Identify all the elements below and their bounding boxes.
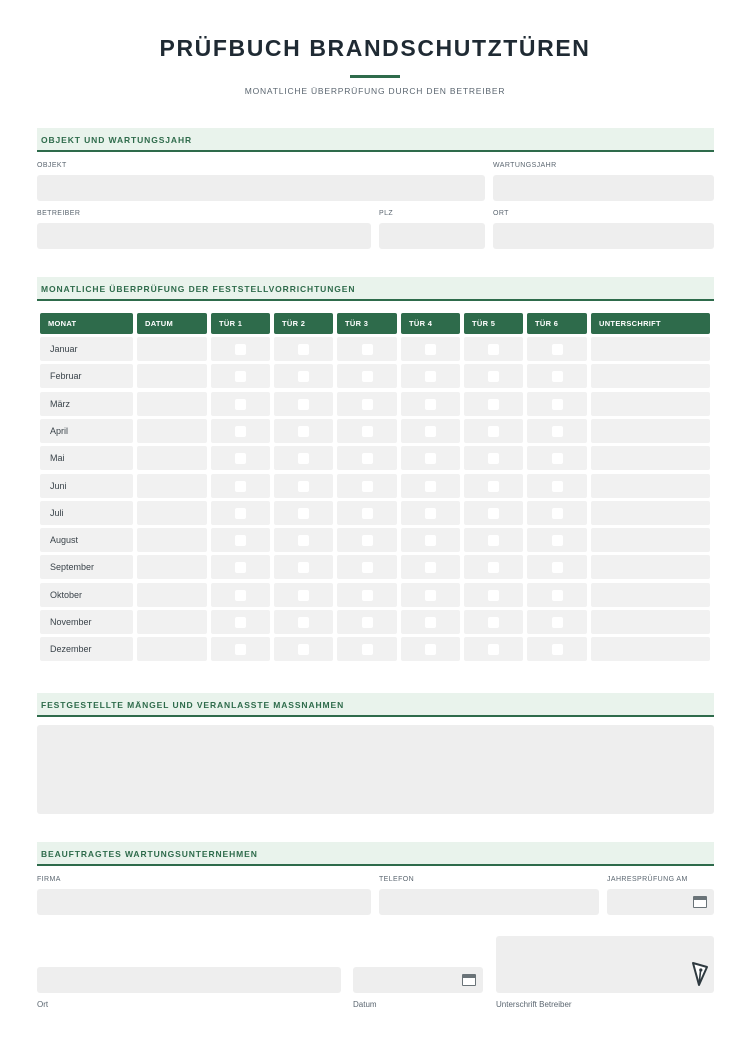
door-check-cell <box>401 501 460 525</box>
door-check-cell <box>527 501 587 525</box>
door-check-cell <box>211 392 270 416</box>
door-check-cell <box>464 583 523 607</box>
door-checkbox[interactable] <box>488 371 499 382</box>
ort-label: ORT <box>493 210 509 217</box>
door-checkbox[interactable] <box>488 344 499 355</box>
door-check-cell <box>211 555 270 579</box>
door-checkbox[interactable] <box>362 481 373 492</box>
door-check-cell <box>527 446 587 470</box>
door-check-cell <box>464 392 523 416</box>
unterschrift-cell-input[interactable] <box>591 637 710 661</box>
plz-label: PLZ <box>379 210 394 217</box>
door-check-cell <box>274 501 333 525</box>
door-checkbox[interactable] <box>552 590 563 601</box>
door-check-cell <box>527 610 587 634</box>
page-title: PRÜFBUCH BRANDSCHUTZTÜREN <box>159 35 591 61</box>
objekt-label: OBJEKT <box>37 162 67 169</box>
door-check-cell <box>274 419 333 443</box>
section-header-monthly <box>37 277 714 301</box>
door-checkbox[interactable] <box>488 399 499 410</box>
door-check-cell <box>527 637 587 661</box>
door-check-cell <box>211 528 270 552</box>
door-checkbox[interactable] <box>362 590 373 601</box>
month-label: Oktober <box>40 583 133 607</box>
page-subtitle: MONATLICHE ÜBERPRÜFUNG DURCH DEN BETREIBER <box>244 86 506 96</box>
door-checkbox[interactable] <box>425 399 436 410</box>
door-checkbox[interactable] <box>235 371 246 382</box>
door-check-cell <box>211 364 270 388</box>
firma-field[interactable] <box>37 889 371 915</box>
jahrespruefung-date-field[interactable] <box>607 889 714 915</box>
door-check-cell <box>337 337 397 361</box>
door-checkbox[interactable] <box>425 590 436 601</box>
door-checkbox[interactable] <box>425 562 436 573</box>
door-checkbox[interactable] <box>362 617 373 628</box>
pen-nib-icon <box>691 961 709 987</box>
month-label: Mai <box>40 446 133 470</box>
door-check-cell <box>401 610 460 634</box>
door-check-cell <box>211 446 270 470</box>
door-checkbox[interactable] <box>425 371 436 382</box>
door-check-cell <box>527 364 587 388</box>
door-check-cell <box>464 610 523 634</box>
unterschrift-cell-input[interactable] <box>591 337 710 361</box>
door-check-cell <box>211 474 270 498</box>
door-checkbox[interactable] <box>235 399 246 410</box>
datum-cell-input[interactable] <box>137 392 207 416</box>
unterschrift-cell-input[interactable] <box>591 392 710 416</box>
column-header-tuer-2: TÜR 2 <box>274 313 333 334</box>
datum-cell-input[interactable] <box>137 474 207 498</box>
door-check-cell <box>211 419 270 443</box>
door-checkbox[interactable] <box>298 344 309 355</box>
door-checkbox[interactable] <box>425 617 436 628</box>
column-header-datum: DATUM <box>137 313 207 334</box>
door-checkbox[interactable] <box>362 453 373 464</box>
door-checkbox[interactable] <box>552 562 563 573</box>
door-check-cell <box>401 364 460 388</box>
door-checkbox[interactable] <box>362 535 373 546</box>
datum-cell-input[interactable] <box>137 528 207 552</box>
door-checkbox[interactable] <box>298 426 309 437</box>
door-check-cell <box>337 528 397 552</box>
month-label: Juni <box>40 474 133 498</box>
door-checkbox[interactable] <box>298 590 309 601</box>
door-check-cell <box>211 610 270 634</box>
door-checkbox[interactable] <box>552 481 563 492</box>
betreiber-label: BETREIBER <box>37 210 81 217</box>
door-check-cell <box>401 474 460 498</box>
unterschrift-cell-input[interactable] <box>591 501 710 525</box>
door-checkbox[interactable] <box>235 344 246 355</box>
unterschrift-cell-input[interactable] <box>591 583 710 607</box>
month-label: Dezember <box>40 637 133 661</box>
unterschrift-cell-input[interactable] <box>591 419 710 443</box>
door-check-cell <box>527 474 587 498</box>
door-checkbox[interactable] <box>235 426 246 437</box>
column-header-tuer-4: TÜR 4 <box>401 313 460 334</box>
door-checkbox[interactable] <box>425 644 436 655</box>
datum-cell-input[interactable] <box>137 637 207 661</box>
plz-field[interactable] <box>379 223 485 249</box>
section-heading-company: BEAUFTRAGTES WARTUNGSUNTERNEHMEN <box>41 849 258 859</box>
door-checkbox[interactable] <box>362 344 373 355</box>
defects-textarea[interactable] <box>37 725 714 814</box>
door-checkbox[interactable] <box>298 371 309 382</box>
unterschrift-cell-input[interactable] <box>591 474 710 498</box>
door-check-cell <box>337 637 397 661</box>
door-checkbox[interactable] <box>362 644 373 655</box>
door-checkbox[interactable] <box>235 644 246 655</box>
door-checkbox[interactable] <box>552 535 563 546</box>
door-checkbox[interactable] <box>425 508 436 519</box>
door-check-cell <box>337 446 397 470</box>
month-label: Februar <box>40 364 133 388</box>
door-checkbox[interactable] <box>235 535 246 546</box>
datum-cell-input[interactable] <box>137 610 207 634</box>
door-checkbox[interactable] <box>488 508 499 519</box>
door-check-cell <box>527 555 587 579</box>
door-check-cell <box>527 392 587 416</box>
door-checkbox[interactable] <box>298 644 309 655</box>
door-checkbox[interactable] <box>425 535 436 546</box>
month-label: März <box>40 392 133 416</box>
door-checkbox[interactable] <box>552 371 563 382</box>
door-check-cell <box>274 446 333 470</box>
door-check-cell <box>211 637 270 661</box>
column-header-tuer-5: TÜR 5 <box>464 313 523 334</box>
door-checkbox[interactable] <box>298 562 309 573</box>
section-heading-monthly: MONATLICHE ÜBERPRÜFUNG DER FESTSTELLVORRICHTUNGEN <box>41 284 356 294</box>
door-checkbox[interactable] <box>425 453 436 464</box>
door-checkbox[interactable] <box>488 617 499 628</box>
unterschrift-cell-input[interactable] <box>591 610 710 634</box>
ort-field[interactable] <box>493 223 714 249</box>
door-check-cell <box>401 337 460 361</box>
section-heading-object: OBJEKT UND WARTUNGSJAHR <box>41 135 193 145</box>
section-heading-defects: FESTGESTELLTE MÄNGEL UND VERANLASSTE MASSNAHMEN <box>41 700 345 710</box>
unterschrift-label: Unterschrift Betreiber <box>496 1000 572 1009</box>
column-header-tuer-1: TÜR 1 <box>211 313 270 334</box>
door-check-cell <box>274 337 333 361</box>
door-checkbox[interactable] <box>235 453 246 464</box>
door-check-cell <box>211 337 270 361</box>
door-checkbox[interactable] <box>488 535 499 546</box>
door-checkbox[interactable] <box>552 344 563 355</box>
calendar-icon[interactable] <box>693 896 707 908</box>
door-check-cell <box>274 610 333 634</box>
ort-signature-label: Ort <box>37 1000 49 1009</box>
datum-cell-input[interactable] <box>137 364 207 388</box>
month-label: Juli <box>40 501 133 525</box>
title-divider <box>350 75 400 78</box>
door-check-cell <box>464 501 523 525</box>
door-check-cell <box>211 501 270 525</box>
column-header-unterschrift: UNTERSCHRIFT <box>591 313 710 334</box>
datum-cell-input[interactable] <box>137 583 207 607</box>
door-check-cell <box>337 392 397 416</box>
door-checkbox[interactable] <box>235 562 246 573</box>
section-header-defects <box>37 693 714 717</box>
unterschrift-cell-input[interactable] <box>591 364 710 388</box>
telefon-label: TELEFON <box>379 876 415 883</box>
door-check-cell <box>337 610 397 634</box>
door-check-cell <box>527 337 587 361</box>
door-check-cell <box>274 364 333 388</box>
door-check-cell <box>401 528 460 552</box>
door-checkbox[interactable] <box>425 426 436 437</box>
door-checkbox[interactable] <box>488 481 499 492</box>
door-check-cell <box>401 446 460 470</box>
door-check-cell <box>274 583 333 607</box>
door-checkbox[interactable] <box>425 481 436 492</box>
door-check-cell <box>337 501 397 525</box>
door-check-cell <box>401 419 460 443</box>
signature-pad[interactable] <box>496 936 714 993</box>
door-checkbox[interactable] <box>362 426 373 437</box>
door-checkbox[interactable] <box>362 399 373 410</box>
door-checkbox[interactable] <box>235 481 246 492</box>
door-check-cell <box>527 583 587 607</box>
ort-signature-field[interactable] <box>37 967 341 993</box>
door-check-cell <box>401 392 460 416</box>
section-header-company <box>37 842 714 866</box>
door-check-cell <box>337 555 397 579</box>
month-label: September <box>40 555 133 579</box>
door-check-cell <box>274 528 333 552</box>
door-checkbox[interactable] <box>235 590 246 601</box>
door-checkbox[interactable] <box>488 453 499 464</box>
objekt-field[interactable] <box>37 175 485 201</box>
door-checkbox[interactable] <box>235 508 246 519</box>
door-check-cell <box>274 555 333 579</box>
datum-cell-input[interactable] <box>137 501 207 525</box>
unterschrift-cell-input[interactable] <box>591 528 710 552</box>
telefon-field[interactable] <box>379 889 599 915</box>
door-check-cell <box>337 583 397 607</box>
door-checkbox[interactable] <box>298 535 309 546</box>
datum-cell-input[interactable] <box>137 446 207 470</box>
door-checkbox[interactable] <box>552 617 563 628</box>
door-check-cell <box>337 419 397 443</box>
door-check-cell <box>401 555 460 579</box>
door-check-cell <box>464 528 523 552</box>
month-label: August <box>40 528 133 552</box>
section-header-object <box>37 128 714 152</box>
door-checkbox[interactable] <box>552 453 563 464</box>
firma-label: FIRMA <box>37 876 61 883</box>
door-checkbox[interactable] <box>362 508 373 519</box>
door-check-cell <box>464 555 523 579</box>
door-checkbox[interactable] <box>362 562 373 573</box>
datum-cell-input[interactable] <box>137 419 207 443</box>
wartungsjahr-field[interactable] <box>493 175 714 201</box>
door-checkbox[interactable] <box>425 344 436 355</box>
datum-signature-label: Datum <box>353 1000 377 1009</box>
wartungsjahr-label: WARTUNGSJAHR <box>493 162 557 169</box>
door-check-cell <box>464 419 523 443</box>
door-check-cell <box>464 337 523 361</box>
month-label: Januar <box>40 337 133 361</box>
datum-signature-field[interactable] <box>353 967 483 993</box>
datum-cell-input[interactable] <box>137 337 207 361</box>
door-check-cell <box>464 637 523 661</box>
door-check-cell <box>464 364 523 388</box>
door-checkbox[interactable] <box>552 508 563 519</box>
door-checkbox[interactable] <box>298 481 309 492</box>
door-check-cell <box>527 528 587 552</box>
door-check-cell <box>401 583 460 607</box>
betreiber-field[interactable] <box>37 223 371 249</box>
month-label: November <box>40 610 133 634</box>
door-checkbox[interactable] <box>488 562 499 573</box>
door-checkbox[interactable] <box>298 399 309 410</box>
door-check-cell <box>337 474 397 498</box>
door-check-cell <box>464 474 523 498</box>
door-checkbox[interactable] <box>298 617 309 628</box>
door-checkbox[interactable] <box>488 644 499 655</box>
door-check-cell <box>527 419 587 443</box>
door-check-cell <box>274 474 333 498</box>
datum-cell-input[interactable] <box>137 555 207 579</box>
door-check-cell <box>464 446 523 470</box>
door-checkbox[interactable] <box>552 426 563 437</box>
column-header-tuer-6: TÜR 6 <box>527 313 587 334</box>
door-checkbox[interactable] <box>298 508 309 519</box>
column-header-tuer-3: TÜR 3 <box>337 313 397 334</box>
door-check-cell <box>274 637 333 661</box>
unterschrift-cell-input[interactable] <box>591 446 710 470</box>
calendar-icon[interactable] <box>462 974 476 986</box>
jahrespruefung-label: JAHRESPRÜFUNG AM <box>607 876 688 883</box>
door-check-cell <box>211 583 270 607</box>
door-checkbox[interactable] <box>235 617 246 628</box>
unterschrift-cell-input[interactable] <box>591 555 710 579</box>
door-check-cell <box>274 392 333 416</box>
door-checkbox[interactable] <box>488 590 499 601</box>
door-check-cell <box>337 364 397 388</box>
door-checkbox[interactable] <box>298 453 309 464</box>
door-check-cell <box>401 637 460 661</box>
month-label: April <box>40 419 133 443</box>
door-checkbox[interactable] <box>488 426 499 437</box>
door-checkbox[interactable] <box>552 644 563 655</box>
door-checkbox[interactable] <box>552 399 563 410</box>
door-checkbox[interactable] <box>362 371 373 382</box>
column-header-monat: MONAT <box>40 313 133 334</box>
